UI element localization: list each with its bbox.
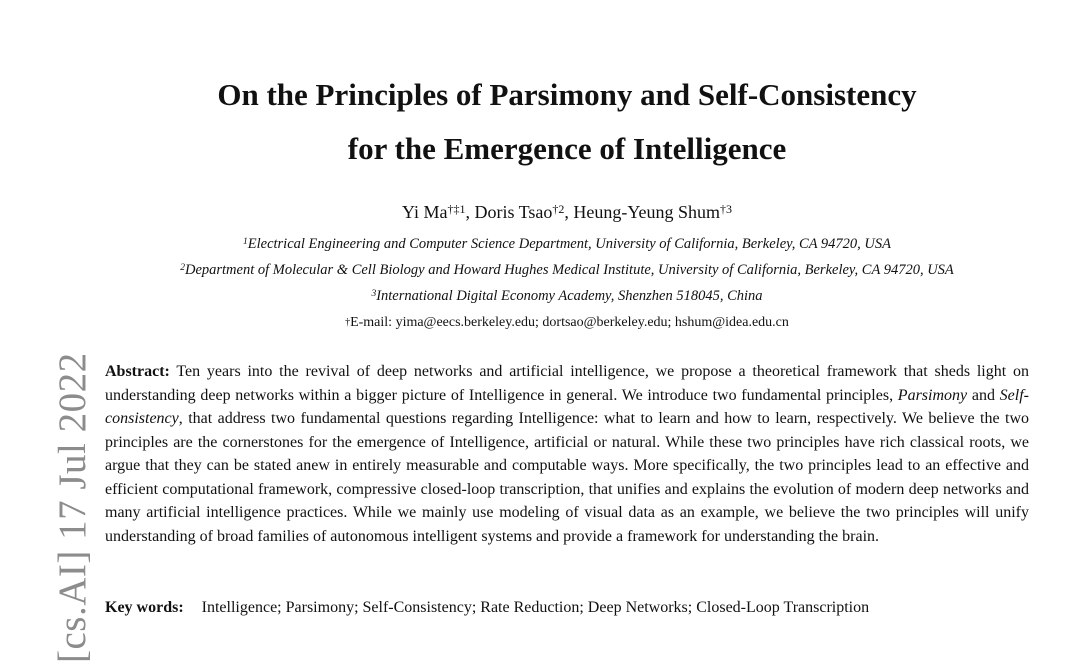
affiliation-mark: 1 [243, 237, 248, 247]
abstract-text-part-2: and [967, 386, 1000, 404]
affiliation-2 [0, 260, 1080, 280]
author-mark: †2 [552, 202, 565, 216]
email-text: E-mail: yima@eecs.berkeley.edu; dortsao@berkeley.edu; hshum@idea.edu.cn [350, 315, 789, 330]
affiliation-1 [0, 234, 1080, 254]
author-name: Yi Ma [401, 202, 448, 222]
author-mark: †‡1 [447, 202, 466, 216]
arxiv-stamp [2, 345, 94, 665]
author-separator: , [564, 202, 574, 222]
paper-title-line-1: On the Principles of Parsimony and Self-Consistency [217, 77, 917, 112]
affiliation-3 [0, 286, 1080, 306]
affiliation-text: Department of Molecular & Cell Biology and Howard Hughes Medical Institute, University of California, Berkeley, CA 94720, USA [184, 262, 954, 278]
keywords-text: Intelligence; Parsimony; Self-Consistency; Rate Reduction; Deep Networks; Closed-Loop Transcription [201, 599, 870, 616]
affiliation-text: International Digital Economy Academy, Shenzhen 518045, China [376, 288, 763, 304]
contact-email [0, 313, 1080, 333]
author-separator: , [465, 202, 475, 222]
author-mark: †3 [720, 202, 733, 216]
keywords [105, 597, 869, 619]
author-name: Doris Tsao [474, 202, 553, 222]
abstract [105, 360, 1029, 548]
abstract-label: Abstract: [105, 363, 170, 380]
author-list [0, 200, 1080, 224]
affiliation-text: Electrical Engineering and Computer Science Department, University of California, Berkeley, CA 94720, USA [247, 236, 891, 252]
abstract-term-self-consistency: Self-consistency [105, 386, 1029, 427]
abstract-text-part-1: Ten years into the revival of deep networks and artificial intelligence, we propose a theoretical framework that sheds light on understanding deep networks within a bigger picture of Intelligence in general. We introduce two fundamental principles, [105, 363, 1029, 404]
paper-title [0, 68, 1080, 176]
abstract-term-parsimony: Parsimony [897, 386, 968, 404]
paper-title-line-2: for the Emergence of Intelligence [347, 131, 787, 166]
abstract-text-part-3: , that address two fundamental questions regarding Intelligence: what to learn and how to learn, respectively. We believe the two principles are the cornerstones for the emergence of Intelligence, artificial or natural. While these two principles have rich classical roots, we argue that they can be stated anew in entirely measurable and computable ways. More specifically, the two principles lead to an effective and efficient computational framework, compressive closed-loop transcription, that unifies and explains the evolution of modern deep networks and many artificial intelligence practices. While we mainly use modeling of visual data as an example, we believe the two principles will unify understanding of broad families of autonomous intelligent systems and provide a framework for understanding the brain. [105, 410, 1029, 545]
affiliation-mark: 2 [180, 263, 185, 273]
keywords-label: Key words: [105, 599, 184, 616]
email-mark: † [345, 317, 351, 328]
arxiv-stamp-text: [cs.AI] 17 Jul 2022 [51, 352, 94, 663]
author-name: Heung-Yeung Shum [573, 202, 721, 222]
affiliation-mark: 3 [371, 289, 377, 299]
